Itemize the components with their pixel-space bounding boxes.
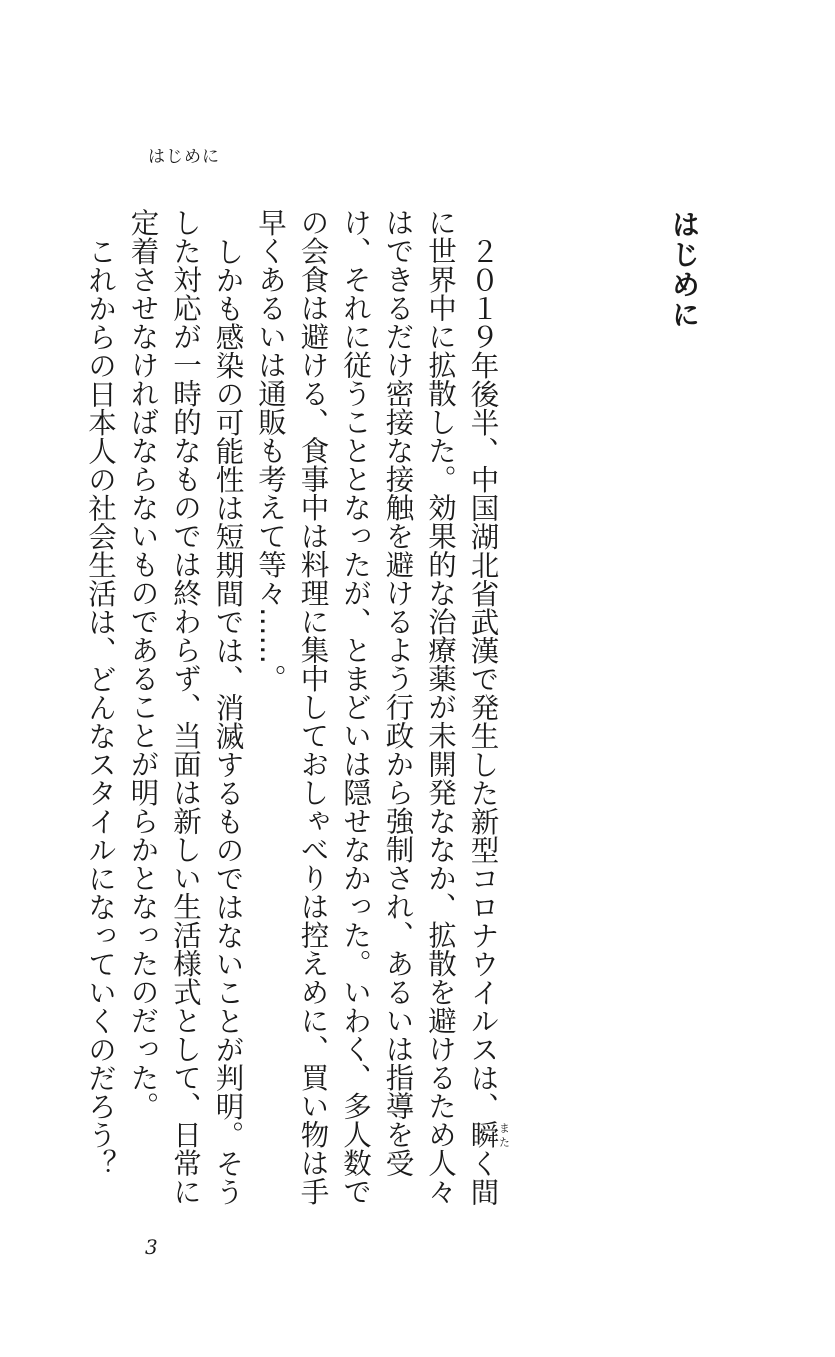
paragraph-2: しかも感染の可能性は短期間では、消滅するものではないことが判明。そうした対応が一時的なものでは終わらず、当面は新しい生活様式として、日常に定着させなければならないものであることが明らかとなったのだった。 — [126, 208, 245, 1206]
page-number: 3 — [145, 1235, 158, 1259]
body-text — [84, 208, 511, 1218]
ruby-annotation — [466, 1120, 511, 1149]
ruby-reading: また — [497, 1120, 511, 1149]
paragraph-3: これからの日本人の社会生活は、どんなスタイルになっていくのだろう？ — [84, 236, 117, 1177]
chapter-title: はじめに — [668, 210, 701, 330]
running-head: はじめに — [148, 147, 220, 167]
paragraph-1 — [249, 208, 511, 1218]
paragraph-1-rest: く間に世界中に拡散した。効果的な治療薬が未開発ななか、拡散を避けるため人々はできるだけ密接な接触を避けるよう行政から強制され、あるいは指導を受け、それに従うこととなったが、とまどいは隠せなかった。いわく、多人数での会食は避ける、食事中は料理に集中しておしゃべりは控えめに、買い物は手早くあるいは通販も考えて等々……。 — [254, 208, 500, 1206]
ruby-base: 瞬 — [466, 1120, 500, 1149]
paragraph-1-start: ２０１９年後半、中国湖北省武漢で発生した新型コロナウイルスは、 — [466, 236, 500, 1120]
